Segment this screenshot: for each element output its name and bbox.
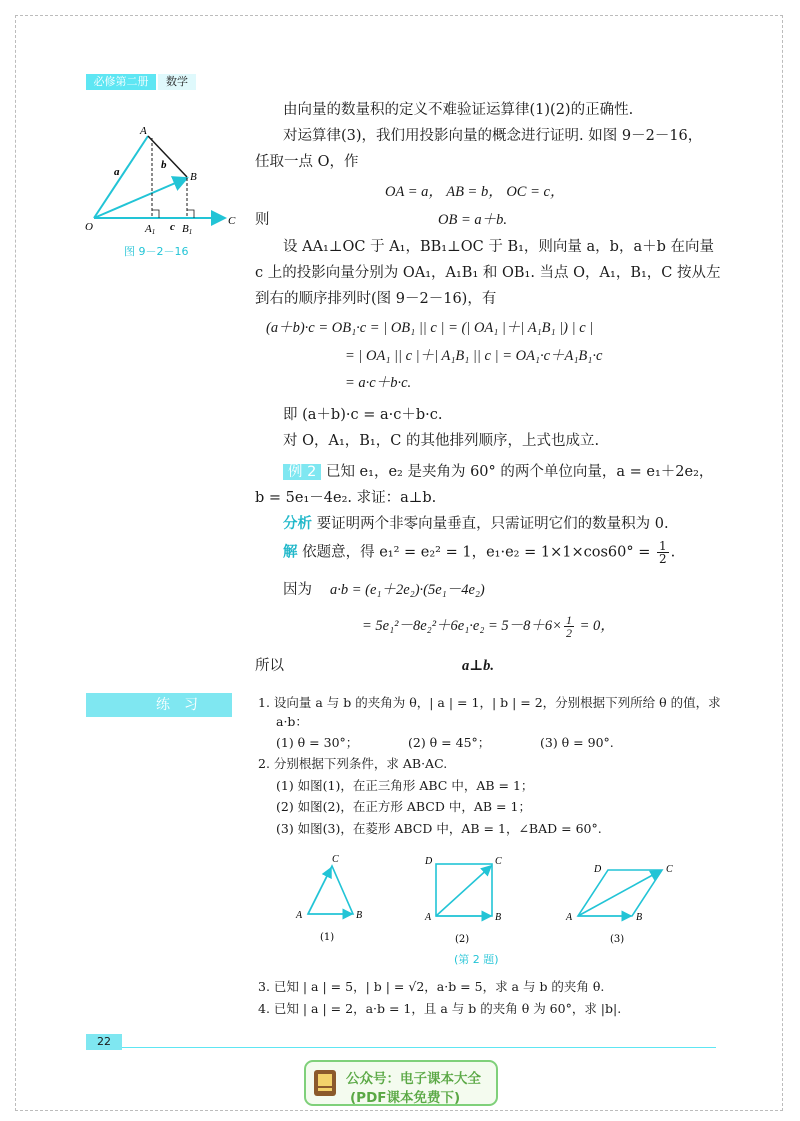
book-icon (312, 1068, 340, 1098)
equation: = 5e₁²－8e₂²＋6e₁·e₂ = 5－8＋6× $\frac{1}{2}$ = 0， (362, 613, 615, 640)
label-O: O (85, 221, 93, 233)
equation: OB = a＋b. (438, 212, 507, 228)
page-number: 22 (86, 1034, 122, 1050)
label-a: a (114, 166, 120, 178)
text-line: 所以 (255, 658, 284, 674)
fig-rhombus (565, 864, 673, 945)
svg-text:(2): (2) (455, 934, 470, 945)
analysis-line: 分析 要证明两个非零向量垂直，只需证明它们的数量积为 0. (283, 516, 669, 532)
watermark-badge (304, 1060, 498, 1106)
exercise-option: (2) 如图(2)，在正方形 ABCD 中，AB = 1； (276, 799, 531, 814)
example-tag: 例 2 (283, 464, 321, 480)
svg-text:(1): (1) (320, 932, 335, 943)
text-line: 任取一点 O，作 (255, 154, 359, 170)
text-line: 设 AA₁⊥OC 于 A₁，BB₁⊥OC 于 B₁，则向量 a，b，a＋b 在向量 (283, 239, 714, 255)
exercise-option: (1) 如图(1)，在正三角形 ABC 中，AB = 1； (276, 778, 534, 793)
exercise-q1: a·b： (276, 714, 308, 729)
exercise-option: (1) θ = 30°； (276, 735, 359, 750)
text-line: 因为 (283, 582, 312, 598)
exercise-title: 练习 (86, 693, 232, 717)
fraction-half: $\frac{1}{2}$ (565, 613, 572, 640)
equation: a·b = (e₁＋2e₂)·(5e₁－4e₂) (330, 582, 485, 598)
exercise-q4: 4. 已知 | a | = 2，a·b = 1，且 a 与 b 的夹角 θ 为 60°，求 |b|. (258, 1001, 622, 1016)
text-line: 对 O，A₁，B₁，C 的其他排列顺序，上式也成立. (283, 433, 600, 449)
solution-tag: 解 (283, 544, 298, 561)
derivation: = a·c＋b·c. (345, 375, 412, 391)
solution-line: 解 依题意，得 e₁² = e₂² = 1，e₁·e₂ = 1×1×cos60° = $\frac{1}{2}$ . (283, 539, 676, 566)
svg-text:B: B (636, 912, 643, 923)
text-line: 则 (255, 212, 270, 228)
analysis-tag: 分析 (283, 516, 312, 532)
vector-ab (148, 136, 187, 177)
exercise-option: (3) 如图(3)，在菱形 ABCD 中，AB = 1，∠BAD = 60°. (276, 821, 602, 836)
figure-9-2-16 (82, 120, 242, 240)
conclusion: a⊥b. (462, 658, 495, 674)
exercise-option: (3) θ = 90°. (540, 735, 614, 750)
label-A1: A1 (145, 223, 156, 236)
footer-line (86, 1047, 716, 1048)
exercise-option: (2) θ = 45°； (408, 735, 491, 750)
svg-text:B: B (495, 912, 502, 923)
svg-text:A: A (296, 910, 303, 921)
figure-caption: 图 9－2－16 (124, 245, 189, 258)
label-B1: B1 (182, 223, 193, 236)
svg-text:C: C (495, 856, 502, 867)
fig-square (424, 856, 502, 945)
text-line: 即 (a＋b)·c = a·c＋b·c. (283, 407, 443, 423)
equation: OA = a， AB = b， OC = c， (385, 184, 565, 200)
exercise-q2: 2. 分别根据下列条件，求 AB·AC. (258, 756, 448, 771)
example-line: 例 2 已知 e₁，e₂ 是夹角为 60° 的两个单位向量，a = e₁＋2e₂， (283, 462, 713, 482)
label-A: A (140, 125, 147, 137)
label-c: c (170, 221, 175, 233)
label-b: b (161, 159, 167, 171)
svg-text:C: C (666, 864, 673, 875)
figures-caption: (第 2 题) (454, 953, 499, 966)
subject-label: 数学 (158, 74, 196, 90)
exercise-q1: 1. 设向量 a 与 b 的夹角为 θ，| a | = 1，| b | = 2，分别根据下列所给 θ 的值，求 (258, 695, 721, 710)
svg-text:C: C (332, 854, 339, 865)
fraction-half: $\frac{1}{2}$ (658, 539, 667, 566)
svg-text:D: D (594, 864, 602, 875)
text-line: 由向量的数量积的定义不难验证运算律(1)(2)的正确性. (283, 102, 634, 118)
label-C: C (228, 215, 236, 227)
watermark-line1: 公众号：电子课本大全 (346, 1071, 481, 1087)
label-B: B (190, 171, 197, 183)
derivation: (a＋b)·c = OB₁·c = | OB₁ || c | = (| OA₁ |＋| A₁B₁ |) | c | (266, 320, 594, 336)
svg-text:A: A (425, 912, 432, 923)
text-line: c 上的投影向量分别为 OA₁，A₁B₁ 和 OB₁. 当点 O，A₁，B₁，C 按从左 (255, 265, 721, 281)
example-line: b = 5e₁－4e₂. 求证：a⊥b. (255, 490, 437, 506)
svg-text:(3): (3) (610, 934, 625, 945)
fig-triangle (295, 854, 362, 943)
svg-text:D: D (425, 856, 433, 867)
svg-text:B: B (356, 910, 363, 921)
text-line: 到右的顺序排列时(图 9－2－16)，有 (255, 291, 497, 307)
text-line: 对运算律(3)，我们用投影向量的概念进行证明. 如图 9－2－16， (283, 128, 703, 144)
book-label: 必修第二册 (86, 74, 156, 90)
exercise-q3: 3. 已知 | a | = 5，| b | = √2，a·b = 5，求 a 与 b 的夹角 θ. (258, 979, 605, 994)
derivation: = | OA₁ || c |＋| A₁B₁ || c | = OA₁·c＋A₁B₁·c (345, 348, 603, 364)
exercise-figures (290, 848, 690, 958)
watermark-line2: (PDF课本免费下) (350, 1090, 461, 1106)
svg-text:A: A (566, 912, 573, 923)
